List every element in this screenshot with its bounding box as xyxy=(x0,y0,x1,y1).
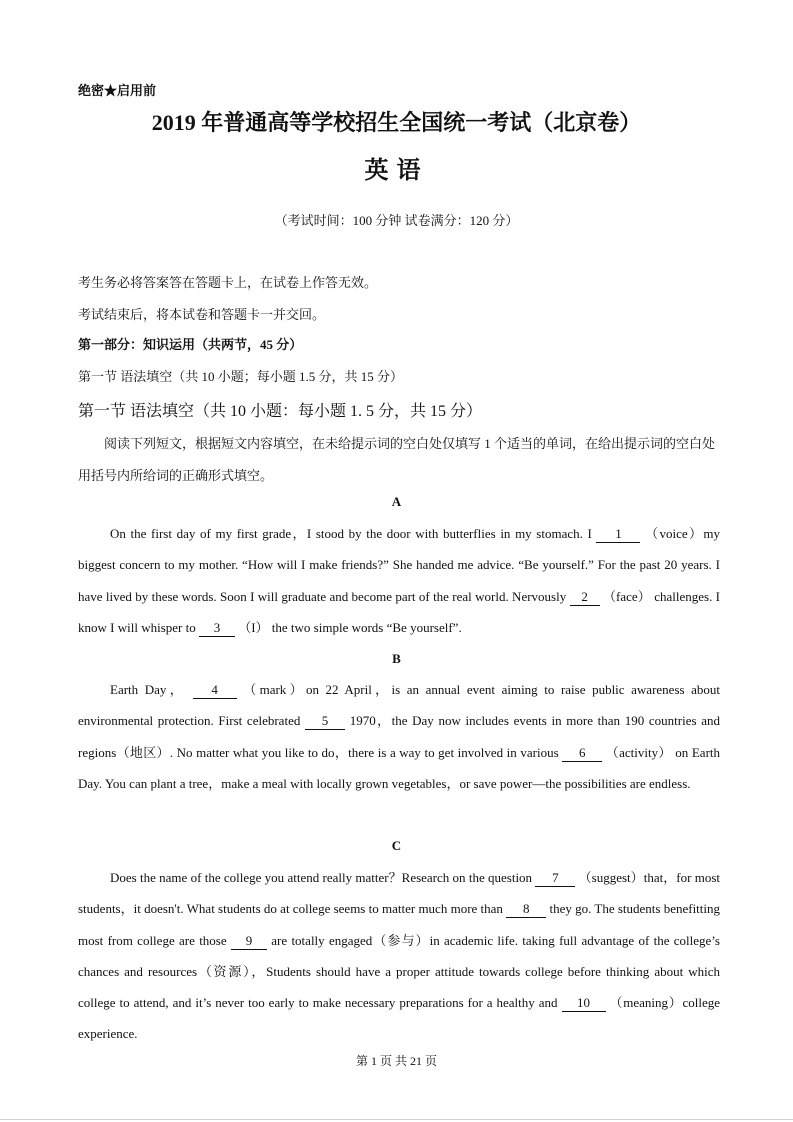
exam-time-info: （考试时间：100 分钟 试卷满分：120 分） xyxy=(274,213,519,228)
answer-blank-2[interactable]: 2 xyxy=(570,589,600,606)
passage-text: Does the name of the college you attend really matter？Research on the question xyxy=(110,870,533,885)
answer-blank-9[interactable]: 9 xyxy=(231,933,267,950)
passage-a-label: A xyxy=(391,494,402,509)
answer-blank-5[interactable]: 5 xyxy=(305,713,345,730)
section-one-heading: 第一节 语法填空（共 10 小题：每小题 1. 5 分，共 15 分） xyxy=(78,403,483,420)
passage-text: 1970，the Day now includes events in more than 190 countries and regions（地区）. No matter what you like to do，there is a way to get involved in various xyxy=(78,713,721,760)
passage-text: （activity） on Earth Day. You can plant a tree，make a meal with locally grown vegetables，or save power—the possibilities are endless. xyxy=(78,744,721,791)
note-line-2: 考试结束后，将本试卷和答题卡一并交回。 xyxy=(78,307,326,322)
passage-text: （I） the two simple words “Be yourself”. xyxy=(238,619,462,635)
passage-text: （voice）my biggest concern to my mother. “How will I make friends?” She handed me advice. “Be yourself.” For the past 20 years. I have lived by these words. Soon I will graduate and become part of the real world. Nervously xyxy=(78,526,721,604)
passage-text: are totally engaged（参与）in academic life. taking full advantage of the college’s chances and resources（资源），Students should have a proper attitude towards college before thinking about which college to attend, and it’s never too early to make necessary preparations for a healthy and xyxy=(78,932,720,1011)
answer-blank-7[interactable]: 7 xyxy=(535,870,575,887)
passage-text: （mark）on 22 April，is an annual event aiming to raise public awareness about environmental protection. First celebrated xyxy=(78,682,721,729)
section-one-heading-small: 第一节 语法填空（共 10 小题；每小题 1.5 分，共 15 分） xyxy=(78,369,404,384)
passage-text: （face） challenges. I know I will whisper to xyxy=(78,588,721,635)
page-number: 第 1 页 共 21 页 xyxy=(355,1054,437,1068)
subject-title: 英语 xyxy=(364,158,429,184)
passage-text: （suggest）that，for most students，it doesn't. What students do at college seems to matter much more than xyxy=(78,870,720,917)
passage-c xyxy=(78,862,720,1050)
passage-b xyxy=(78,674,720,799)
passage-text: Earth Day， xyxy=(110,682,187,697)
instructions: 阅读下列短文，根据短文内容填空，在未给提示词的空白处仅填写 1 个适当的单词，在给出提示词的空白处用括号内所给词的正确形式填空。 xyxy=(78,436,716,483)
passage-c-label: C xyxy=(391,838,402,853)
answer-blank-3[interactable]: 3 xyxy=(199,620,235,637)
passage-text: they go. The students benefitting most from college are those xyxy=(78,901,721,948)
answer-blank-10[interactable]: 10 xyxy=(562,995,606,1012)
passage-a xyxy=(78,518,720,643)
answer-blank-4[interactable]: 4 xyxy=(193,682,237,699)
passage-text: On the first day of my first grade，I stood by the door with butterflies in my stomach. I xyxy=(110,526,592,541)
answer-blank-1[interactable]: 1 xyxy=(596,526,640,543)
confidential-label: 绝密★启用前 xyxy=(78,83,157,98)
part-one-heading: 第一部分：知识运用（共两节，45 分） xyxy=(78,337,303,352)
page-bottom-divider xyxy=(0,1119,793,1120)
passage-b-label: B xyxy=(392,651,401,666)
exam-title: 2019 年普通高等学校招生全国统一考试（北京卷） xyxy=(151,110,642,135)
answer-blank-6[interactable]: 6 xyxy=(562,745,602,762)
answer-blank-8[interactable]: 8 xyxy=(506,901,546,918)
passage-text: （meaning）college experience. xyxy=(78,995,720,1042)
note-line-1: 考生务必将答案答在答题卡上，在试卷上作答无效。 xyxy=(78,275,378,290)
